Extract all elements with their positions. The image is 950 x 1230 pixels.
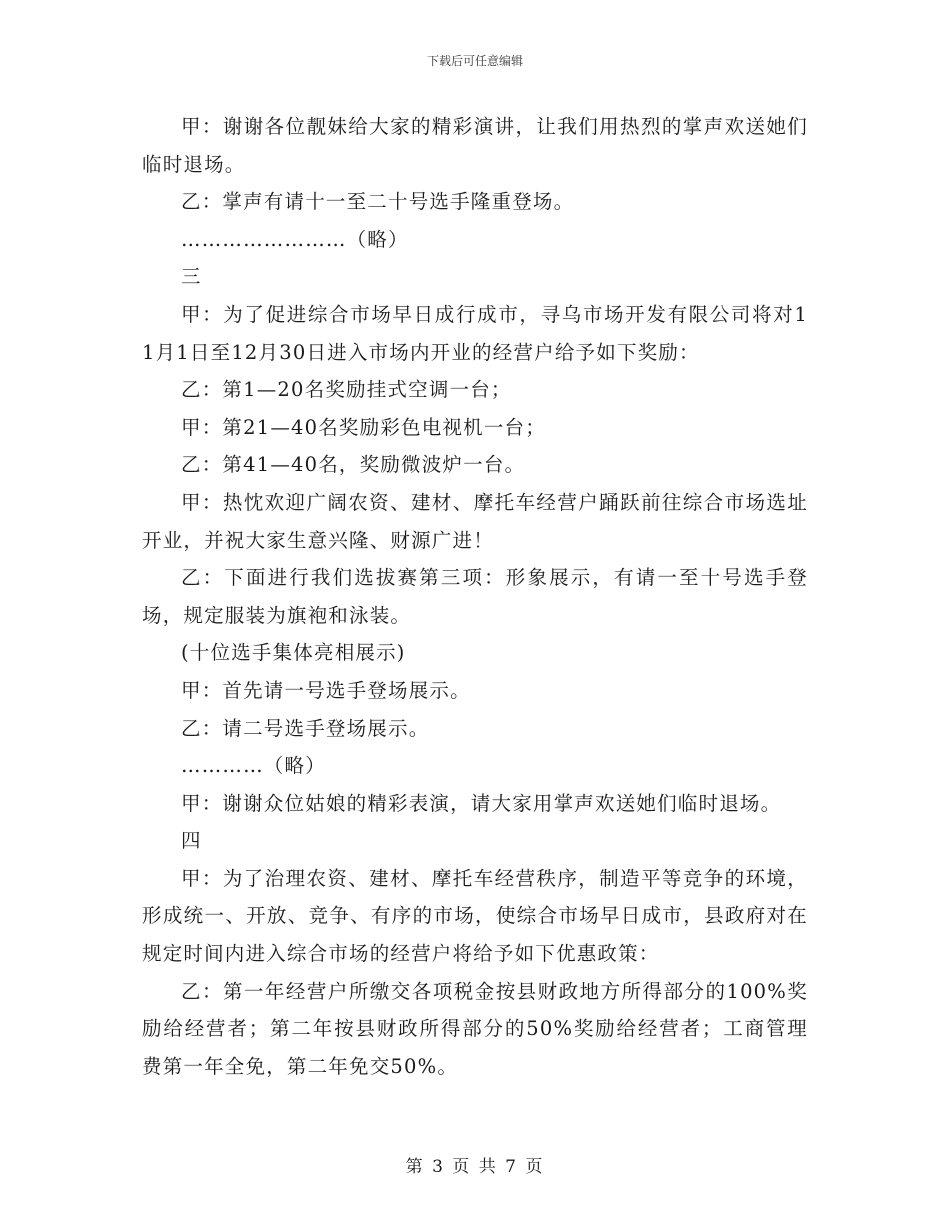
paragraph: 甲：为了治理农资、建材、摩托车经营秩序，制造平等竞争的环境，形成统一、开放、竞争、有序的市场，使综合市场早日成市，县政府对在规定时间内进入综合市场的经营户将给予如下优惠政策： [142,866,808,966]
paragraph: ……………………（略） [181,227,409,251]
paragraph: 乙：掌声有请十一至二十号选手隆重登场。 [181,190,575,214]
document-body [142,108,808,1085]
paragraph: (十位选手集体亮相展示) [181,641,406,665]
paragraph: 甲：第21—40名奖励彩色电视机一台； [181,415,546,439]
paragraph: 乙：第一年经营户所缴交各项税金按县财政地方所得部分的100%奖励给经营者；第二年按县财政所得部分的50%奖励给经营者；工商管理费第一年全免，第二年免交50%。 [142,979,808,1078]
paragraph: …………（略） [181,754,326,778]
section-number: 四 [181,829,202,853]
paragraph: 甲：首先请一号选手登场展示。 [181,678,471,702]
paragraph: 甲：谢谢众位姑娘的精彩表演，请大家用掌声欢送她们临时退场。 [181,791,782,815]
page-number: 第 3 页 共 7 页 [405,1157,545,1177]
paragraph: 乙：下面进行我们选拔赛第三项：形象展示，有请一至十号选手登场，规定服装为旗袍和泳装。 [142,566,808,627]
paragraph: 甲：谢谢各位靓妹给大家的精彩演讲，让我们用热烈的掌声欢送她们临时退场。 [142,115,808,176]
paragraph: 甲：热忱欢迎广阔农资、建材、摩托车经营户踊跃前往综合市场选址开业，并祝大家生意兴隆、财源广进！ [142,490,808,552]
paragraph: 乙：第41—40名，奖励微波炉一台。 [181,453,526,477]
paragraph: 乙：第1—20名奖励挂式空调一台； [181,378,512,402]
section-number: 三 [181,265,202,289]
paragraph: 乙：请二号选手登场展示。 [181,716,430,740]
paragraph: 甲：为了促进综合市场早日成行成市，寻乌市场开发有限公司将对11月1日至12月30日进入市场内开业的经营户给予如下奖励： [142,302,808,364]
page-header: 下载后可任意编辑 [426,54,523,68]
